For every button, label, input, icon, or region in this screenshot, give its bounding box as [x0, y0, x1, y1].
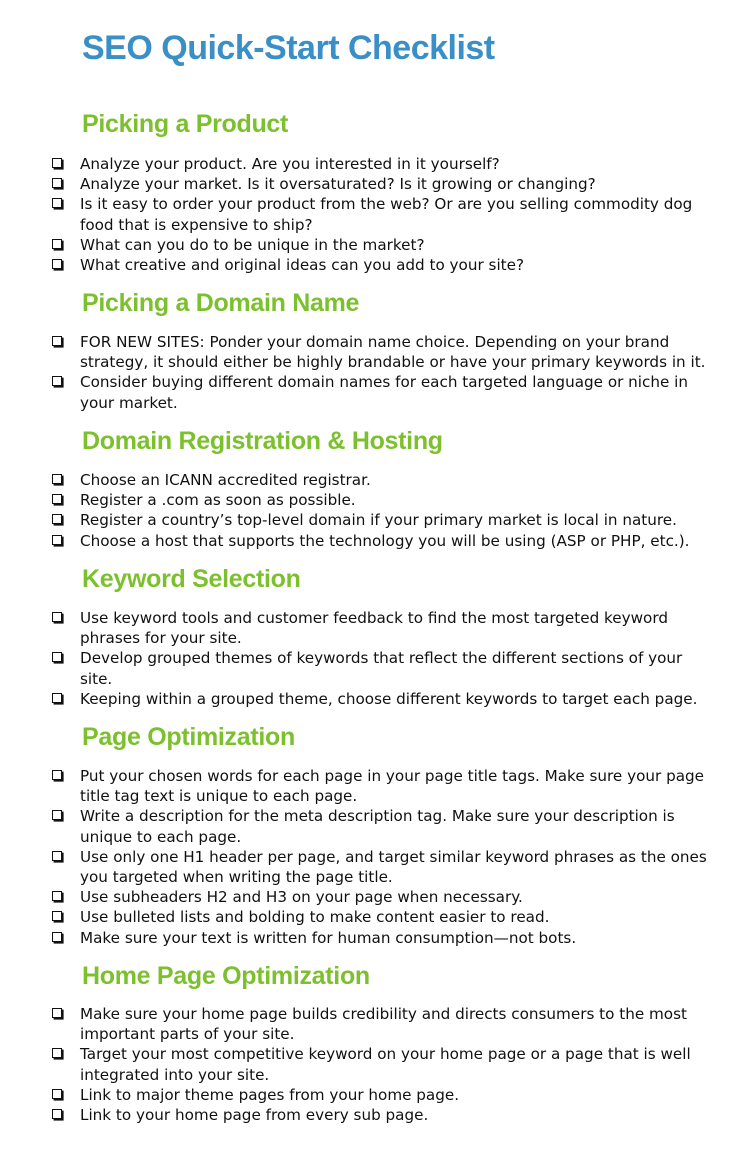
checklist-item-text: Is it easy to order your product from the web? Or are you selling commodity dog food that is expensive to ship? [80, 195, 693, 234]
checklist-item-text: Choose a host that supports the technology you will be using (ASP or PHP, etc.). [80, 531, 690, 550]
checklist-item-text: Analyze your product. Are you interested in it yourself? [80, 155, 500, 173]
checkbox-icon[interactable] [52, 535, 62, 545]
section-heading-keyword-selection: Keyword Selection [82, 565, 301, 593]
checkbox-icon[interactable] [52, 911, 62, 921]
checklist-item-text: Choose an ICANN accredited registrar. [80, 471, 371, 489]
checklist-item [50, 608, 710, 648]
checkbox-icon[interactable] [52, 198, 62, 208]
checkbox-icon[interactable] [52, 693, 62, 703]
checklist-item [50, 887, 710, 907]
checklist-item-text: What can you do to be unique in the market? [80, 235, 425, 254]
checklist-domain-registration-hosting [50, 470, 710, 551]
checklist-item-text: Analyze your market. Is it oversaturated? Is it growing or changing? [80, 175, 596, 194]
checklist-item-text: Develop grouped themes of keywords that reflect the different sections of your site. [80, 649, 683, 688]
section-heading-picking-a-domain-name: Picking a Domain Name [82, 289, 360, 317]
checkbox-icon[interactable] [52, 1089, 62, 1099]
checklist-item [50, 332, 710, 372]
checklist-keyword-selection [50, 608, 710, 709]
checklist-picking-a-domain-name [50, 332, 710, 413]
checklist-item-text: Put your chosen words for each page in your page title tags. Make sure your page title tag text is unique to each page. [80, 767, 705, 806]
checklist-item [50, 531, 710, 551]
checklist-item [50, 1004, 710, 1044]
checklist-item [50, 174, 710, 194]
checklist-item [50, 1044, 710, 1084]
checklist-item-text: Write a description for the meta description tag. Make sure your description is unique to each page. [80, 807, 675, 846]
checklist-item [50, 255, 710, 275]
checklist-item [50, 648, 710, 688]
checklist-item [50, 1085, 710, 1105]
checklist-item [50, 235, 710, 255]
checklist-item [50, 907, 710, 927]
checklist-item-text: Consider buying different domain names for each targeted language or niche in your market. [80, 373, 689, 412]
checklist-home-page-optimization [50, 1004, 710, 1125]
checkbox-icon[interactable] [52, 932, 62, 942]
checklist-item-text: Register a .com as soon as possible. [80, 491, 356, 510]
checkbox-icon[interactable] [52, 810, 62, 820]
checkbox-icon[interactable] [52, 891, 62, 901]
checklist-item-text: Target your most competitive keyword on your home page or a page that is well integrated into your site. [80, 1045, 691, 1084]
checkbox-icon[interactable] [52, 259, 62, 269]
section-heading-page-optimization: Page Optimization [82, 723, 295, 751]
checklist-page-optimization [50, 766, 710, 948]
checklist-item-text: FOR NEW SITES: Ponder your domain name choice. Depending on your brand strategy, it should either be highly brandable or have your primary keywords in it. [80, 333, 706, 372]
checkbox-icon[interactable] [52, 158, 62, 168]
checkbox-icon[interactable] [52, 514, 62, 524]
checklist-item [50, 490, 710, 510]
checklist-item [50, 1105, 710, 1125]
checkbox-icon[interactable] [52, 178, 62, 188]
checkbox-icon[interactable] [52, 494, 62, 504]
checkbox-icon[interactable] [52, 1109, 62, 1119]
checklist-item [50, 689, 710, 709]
checkbox-icon[interactable] [52, 612, 62, 622]
checkbox-icon[interactable] [52, 652, 62, 662]
checklist-item-text: Use subheaders H2 and H3 on your page when necessary. [80, 888, 523, 907]
checklist-item-text: Register a country’s top-level domain if your primary market is local in nature. [80, 511, 677, 530]
checklist-item-text: Use only one H1 header per page, and target similar keyword phrases as the ones you targeted when writing the page title. [80, 847, 707, 887]
checklist-item [50, 194, 710, 234]
checklist-item-text: Link to major theme pages from your home page. [80, 1085, 460, 1104]
checklist-item-text: Use bulleted lists and bolding to make content easier to read. [80, 908, 550, 927]
checklist-item-text: Keeping within a grouped theme, choose different keywords to target each page. [80, 689, 698, 708]
checklist-item [50, 510, 710, 530]
checklist-item [50, 806, 710, 846]
checklist-picking-a-product [50, 154, 710, 275]
section-heading-picking-a-product: Picking a Product [82, 110, 289, 138]
section-heading-home-page-optimization: Home Page Optimization [82, 962, 370, 990]
checkbox-icon[interactable] [52, 851, 62, 861]
checklist-item [50, 928, 710, 948]
checklist-item-text: Use keyword tools and customer feedback to find the most targeted keyword phrases for your site. [80, 609, 668, 648]
checklist-item-text: Link to your home page from every sub page. [80, 1106, 429, 1125]
checkbox-icon[interactable] [52, 376, 62, 386]
checklist-item [50, 766, 710, 806]
section-heading-domain-registration-hosting: Domain Registration & Hosting [82, 427, 443, 455]
checklist-item-text: What creative and original ideas can you add to your site? [80, 256, 525, 275]
checkbox-icon[interactable] [52, 1008, 62, 1018]
checkbox-icon[interactable] [52, 239, 62, 249]
checklist-item [50, 470, 710, 490]
page-title: SEO Quick-Start Checklist [82, 29, 495, 67]
checklist-item [50, 847, 710, 887]
checkbox-icon[interactable] [52, 1048, 62, 1058]
checkbox-icon[interactable] [52, 336, 62, 346]
checklist-item-text: Make sure your text is written for human consumption—not bots. [80, 928, 577, 947]
checkbox-icon[interactable] [52, 474, 62, 484]
checklist-item [50, 372, 710, 412]
checklist-item [50, 154, 710, 174]
checkbox-icon[interactable] [52, 770, 62, 780]
checklist-item-text: Make sure your home page builds credibility and directs consumers to the most important parts of your site. [80, 1005, 687, 1044]
